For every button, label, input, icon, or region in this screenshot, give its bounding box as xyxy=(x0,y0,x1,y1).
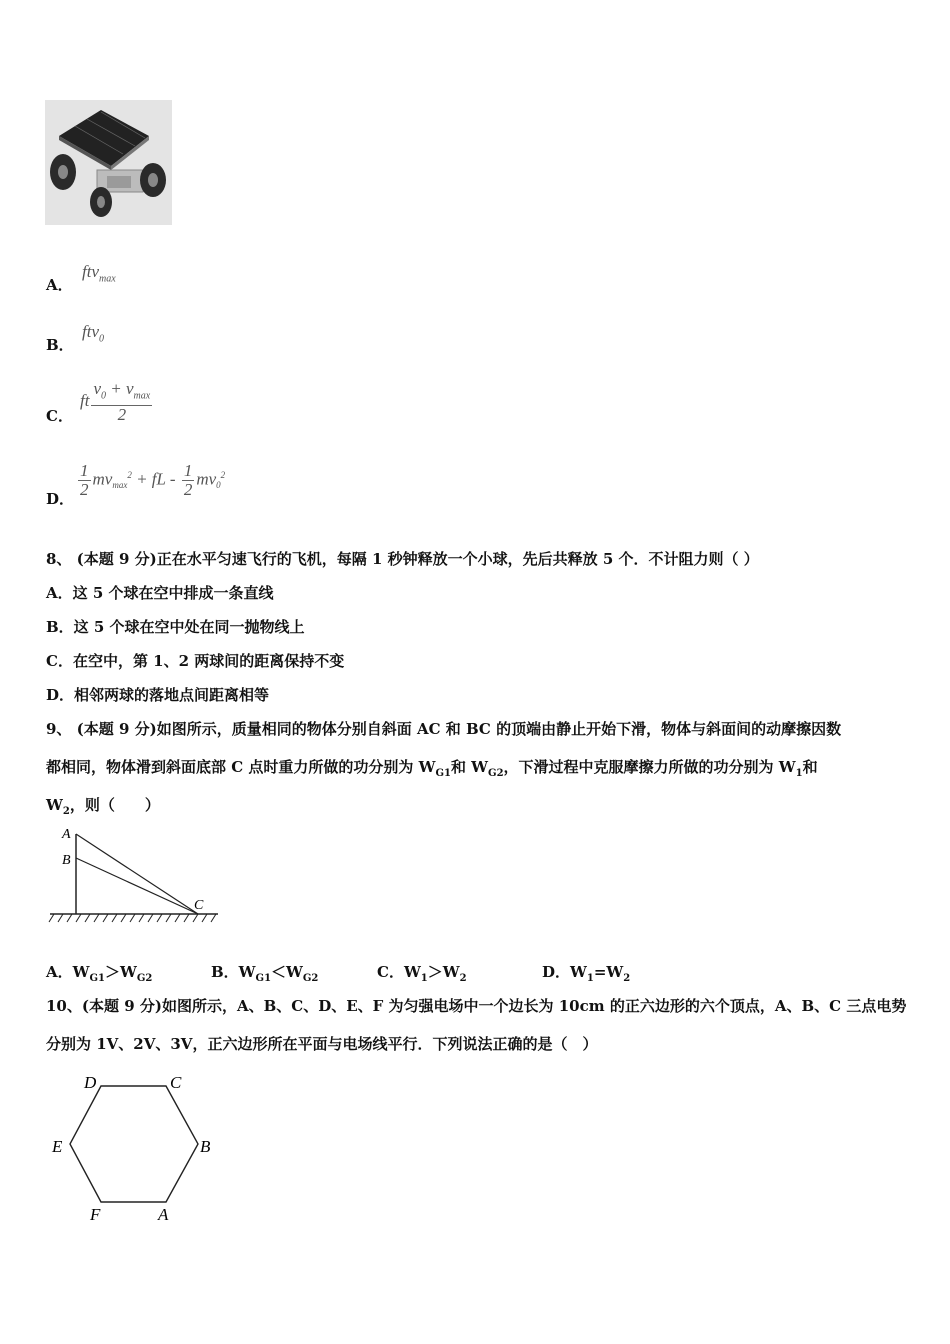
question-9-line-3: $W_2$，则（ ） xyxy=(46,796,160,817)
hex-label-d: D xyxy=(84,1073,97,1092)
question-10-line-1: 10、(本题 9 分)如图所示，A、B、C、D、E、F 为匀强电场中一个边长为 10cm 的正六边形的六个顶点，A、B、C 三点电势 xyxy=(46,997,907,1015)
option-b-formula: ftv$_0$ xyxy=(82,322,104,345)
incline-diagram xyxy=(46,822,226,932)
hex-label-f: F xyxy=(90,1205,101,1224)
question-9-line-2: 都相同，物体滑到斜面底部 C 点时重力所做的功分别为 $W_{G1}$和 $W_{G2}$，下滑过程中克服摩擦力所做的功分别为 $W_1$和 xyxy=(46,758,818,779)
option-a-formula: ftv$_{max}$ xyxy=(82,262,116,285)
hexagon-diagram xyxy=(46,1068,226,1228)
option-a-label: A． xyxy=(46,276,73,294)
question-10-line-2: 分别为 1V、2V、3V，正六边形所在平面与电场线平行．下列说法正确的是（ ） xyxy=(46,1035,598,1053)
question-9-option-b: B．$W_{G1}<W_{G2}$ xyxy=(211,963,319,984)
question-8-stem: 8、 (本题 9 分)正在水平匀速飞行的飞机，每隔 1 秒钟释放一个小球，先后共释放 5 个．不计阻力则（ ） xyxy=(46,550,759,568)
question-9-line-1: 9、 (本题 9 分)如图所示，质量相同的物体分别自斜面 AC 和 BC 的顶端由静止开始下滑，物体与斜面间的动摩擦因数 xyxy=(46,720,842,738)
option-c-label: C． xyxy=(46,407,73,425)
question-8-option-a: A．这 5 个球在空中排成一条直线 xyxy=(46,584,274,602)
option-b-label: B． xyxy=(46,336,74,354)
hex-label-e: E xyxy=(52,1137,63,1156)
option-d-formula: $\frac{1}{2}$ $mv_{max}^2$ + fL - $\frac{1}{2}$ $mv_0^2$ xyxy=(80,461,226,499)
incline-label-b: B xyxy=(62,853,71,868)
question-9-option-a: A．$W_{G1}>W_{G2}$ xyxy=(46,963,153,984)
question-9-option-d: D．$W_1=W_2$ xyxy=(542,963,631,984)
option-c-formula: ft $\frac{v_0 + v_{max}}{2}$ xyxy=(80,379,151,425)
solar-car-image xyxy=(45,100,172,225)
option-d-label: D． xyxy=(46,490,75,508)
question-8-option-b: B．这 5 个球在空中处在同一抛物线上 xyxy=(46,618,305,636)
question-8-option-d: D．相邻两球的落地点间距离相等 xyxy=(46,686,270,704)
hex-label-b: B xyxy=(200,1137,211,1156)
incline-label-a: A xyxy=(62,827,71,842)
question-9-option-c: C．$W_1>W_2$ xyxy=(377,963,467,984)
hex-label-a: A xyxy=(158,1205,169,1224)
incline-label-c: C xyxy=(194,898,204,913)
question-8-option-c: C．在空中，第 1、2 两球间的距离保持不变 xyxy=(46,652,345,670)
hex-label-c: C xyxy=(170,1073,182,1092)
